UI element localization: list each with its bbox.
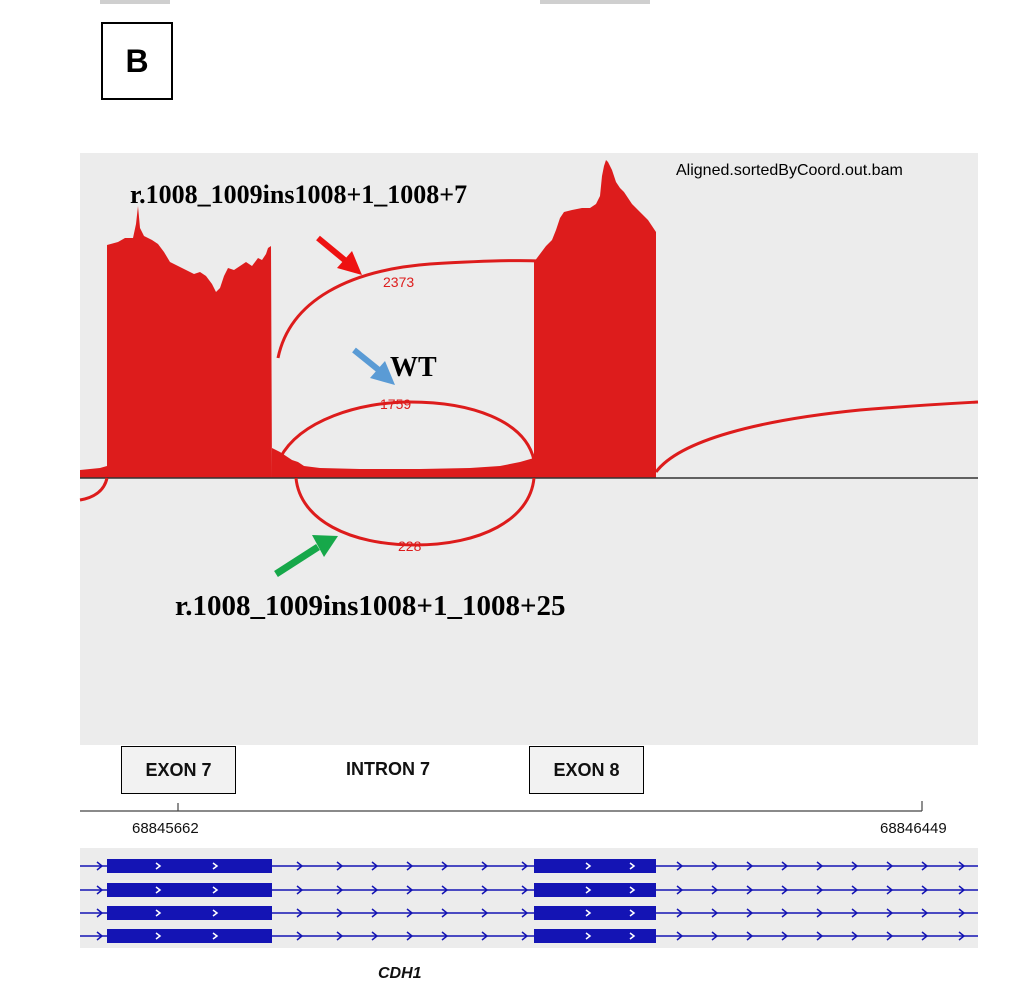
transcript [80, 859, 978, 873]
gene-transcripts [80, 859, 978, 943]
junction-arc-left [80, 478, 107, 500]
junction-count-1759: 1759 [380, 396, 412, 412]
green-arrow [276, 535, 338, 574]
transcript-exon7-block [107, 929, 272, 943]
intron7-label: INTRON 7 [346, 759, 431, 779]
exon7-coverage [80, 206, 272, 478]
junction-count-228: 228 [398, 538, 422, 554]
junction-arc-right [656, 402, 978, 472]
transcript [80, 906, 978, 920]
transcript-exon7-block [107, 906, 272, 920]
transcript [80, 929, 978, 943]
annotation-ins25: r.1008_1009ins1008+1_1008+25 [175, 590, 566, 622]
transcript-exon8-block [534, 929, 656, 943]
annotation-ins7: r.1008_1009ins1008+1_1008+7 [130, 180, 468, 209]
transcript-exon8-block [534, 859, 656, 873]
transcript-exon8-block [534, 883, 656, 897]
blue-arrow [354, 350, 395, 385]
exon8-coverage [534, 160, 656, 478]
transcript-exon7-block [107, 859, 272, 873]
transcript [80, 883, 978, 897]
transcript-exon8-block [534, 906, 656, 920]
exon8-label: EXON 8 [529, 746, 644, 794]
exon7-label: EXON 7 [121, 746, 236, 794]
transcript-exon7-block [107, 883, 272, 897]
bam-file-label: Aligned.sortedByCoord.out.bam [676, 162, 903, 179]
annotation-wt: WT [390, 352, 437, 383]
ruler-start-coordinate: 68845662 [132, 820, 199, 837]
panel-label: B [101, 22, 173, 100]
red-arrow [318, 238, 362, 275]
gene-name: CDH1 [378, 965, 422, 982]
junction-count-2373: 2373 [383, 274, 415, 290]
ruler-end-coordinate: 68846449 [880, 820, 947, 837]
intron-coverage [272, 448, 534, 478]
junction-arc-228 [296, 478, 534, 545]
